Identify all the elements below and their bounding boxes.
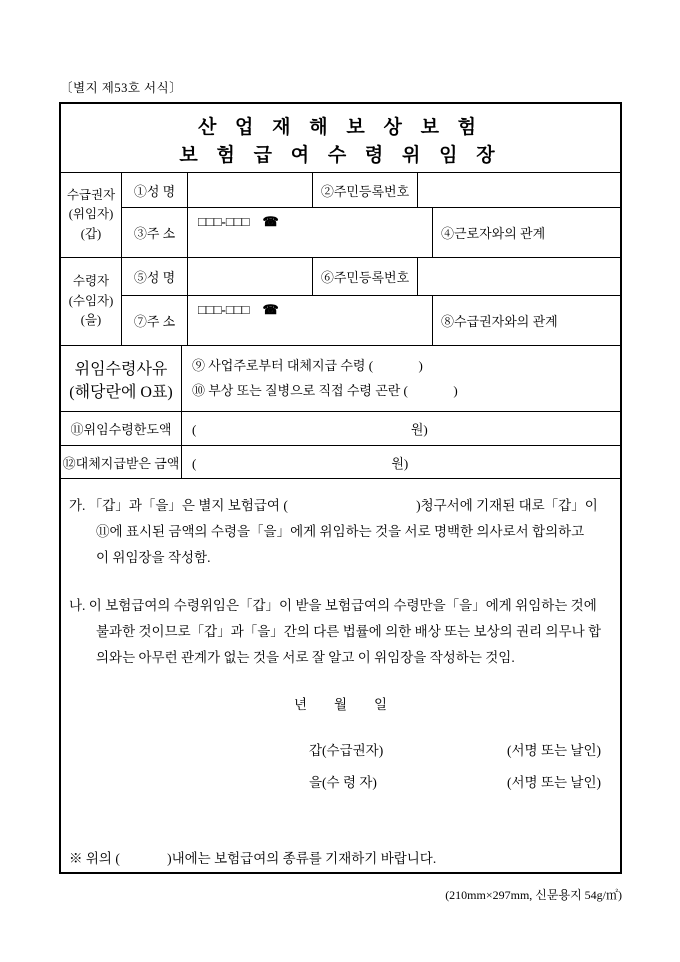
- receiver-side-label: [61, 258, 122, 345]
- receiver-name-label: ⑤성 명: [133, 270, 176, 285]
- form-title-line2: 보 험 급 여 수 령 위 임 장: [179, 144, 502, 166]
- clause-na-line2: 불과한 것이므로「갑」과「을」간의 다른 법률에 의한 배상 또는 보상의 권리 의무나 합: [96, 623, 602, 639]
- date-fill-line[interactable]: 년 월 일: [293, 697, 388, 713]
- receiver-side-line3: (을): [80, 313, 102, 328]
- reason-option-injury-illness[interactable]: ⑩ 부상 또는 질병으로 직접 수령 곤란 ( ): [192, 382, 458, 398]
- beneficiary-side-label: [61, 173, 122, 257]
- beneficiary-side-line1: 수급권자: [66, 187, 116, 202]
- delegation-form-table: [59, 102, 622, 874]
- clause-na-line1: 나. 이 보험급여의 수령위임은「갑」이 받을 보험급여의 수령만을「을」에게 위임하는 것에: [69, 597, 597, 613]
- substitute-amount-label: ⑫대체지급받은 금액: [62, 455, 180, 471]
- receiver-name-row: [122, 258, 620, 295]
- delegation-reason-options: [181, 346, 620, 411]
- beneficiary-name-label: ①성 명: [133, 183, 176, 199]
- beneficiary-side-line3: (갑): [80, 226, 102, 241]
- delegation-limit-label: ⑪위임수령한도액: [70, 422, 172, 437]
- signature-row-gap: [309, 738, 601, 764]
- beneficiary-address-label: ③주 소: [133, 226, 176, 241]
- beneficiary-name-input[interactable]: [187, 173, 312, 207]
- delegation-reason-label-line1: 위임수령사유: [74, 360, 168, 378]
- receiver-rrn-label: ⑥주민등록번호: [312, 258, 417, 295]
- delegation-limit-input[interactable]: ( 원): [181, 412, 620, 445]
- receiver-rrn-input[interactable]: [417, 258, 620, 295]
- form-title: [61, 104, 620, 172]
- delegation-reason-row: [61, 345, 620, 411]
- receiver-section: [61, 257, 620, 345]
- form-title-line1: 산 업 재 해 보 상 보 험: [197, 117, 484, 138]
- signature-eul-seal[interactable]: (서명 또는 날인): [507, 774, 601, 790]
- receiver-side-line2: (수임자): [68, 293, 114, 308]
- signature-gap-label: 갑(수급권자): [309, 743, 384, 759]
- receiver-address-input[interactable]: □□□-□□□ ☎: [187, 296, 432, 345]
- signature-eul-label: 을(수 령 자): [309, 774, 377, 790]
- beneficiary-fields: [122, 173, 620, 257]
- beneficiary-rrn-input[interactable]: [417, 173, 620, 207]
- receiver-address-label: ⑦주 소: [133, 314, 176, 329]
- reason-option-substitute-payment[interactable]: ⑨ 사업주로부터 대체지급 수령 ( ): [192, 357, 423, 373]
- signature-row-eul: [309, 770, 601, 796]
- delegation-limit-row: [61, 411, 620, 445]
- receiver-side-line1: 수령자: [72, 274, 110, 289]
- delegation-reason-label: [61, 346, 181, 411]
- clause-ga-line3: 이 위임장을 작성함.: [96, 549, 211, 565]
- agreement-body: [61, 478, 620, 872]
- substitute-amount-row: [61, 445, 620, 478]
- beneficiary-address-row: [122, 207, 620, 257]
- substitute-amount-input[interactable]: ( 원): [181, 446, 620, 478]
- clause-na-line3: 의와는 아무런 관계가 없는 것을 서로 잘 알고 이 위임장을 작성하는 것임.: [96, 649, 515, 665]
- delegation-reason-label-line2: (해당란에 O표): [69, 383, 173, 401]
- beneficiary-section: [61, 172, 620, 257]
- receiver-address-row: [122, 295, 620, 345]
- receiver-relation-label[interactable]: ⑧수급권자와의 관계: [432, 296, 620, 345]
- clause-ga-line2: ⑪에 표시된 금액의 수령을「을」에게 위임하는 것을 서로 명백한 의사로서 합의하고: [96, 523, 585, 539]
- benefit-type-note: ※ 위의 ( )내에는 보험급여의 종류를 기재하기 바랍니다.: [69, 851, 437, 867]
- beneficiary-relation-label[interactable]: ④근로자와의 관계: [432, 208, 620, 257]
- paper-spec-note: (210mm×297mm, 신문용지 54g/㎡): [445, 888, 622, 902]
- receiver-name-input[interactable]: [187, 258, 312, 295]
- beneficiary-name-row: [122, 173, 620, 207]
- beneficiary-rrn-label: ②주민등록번호: [312, 173, 417, 207]
- receiver-fields: [122, 258, 620, 345]
- signature-gap-seal[interactable]: (서명 또는 날인): [507, 743, 601, 759]
- form-reference: 〔별지 제53호 서식〕: [60, 81, 183, 95]
- beneficiary-address-input[interactable]: □□□-□□□ ☎: [187, 208, 432, 257]
- beneficiary-side-line2: (위임자): [68, 207, 114, 222]
- clause-ga-line1: 가. 「갑」과「을」은 별지 보험급여 ( )청구서에 기재된 대로「갑」이: [69, 498, 598, 513]
